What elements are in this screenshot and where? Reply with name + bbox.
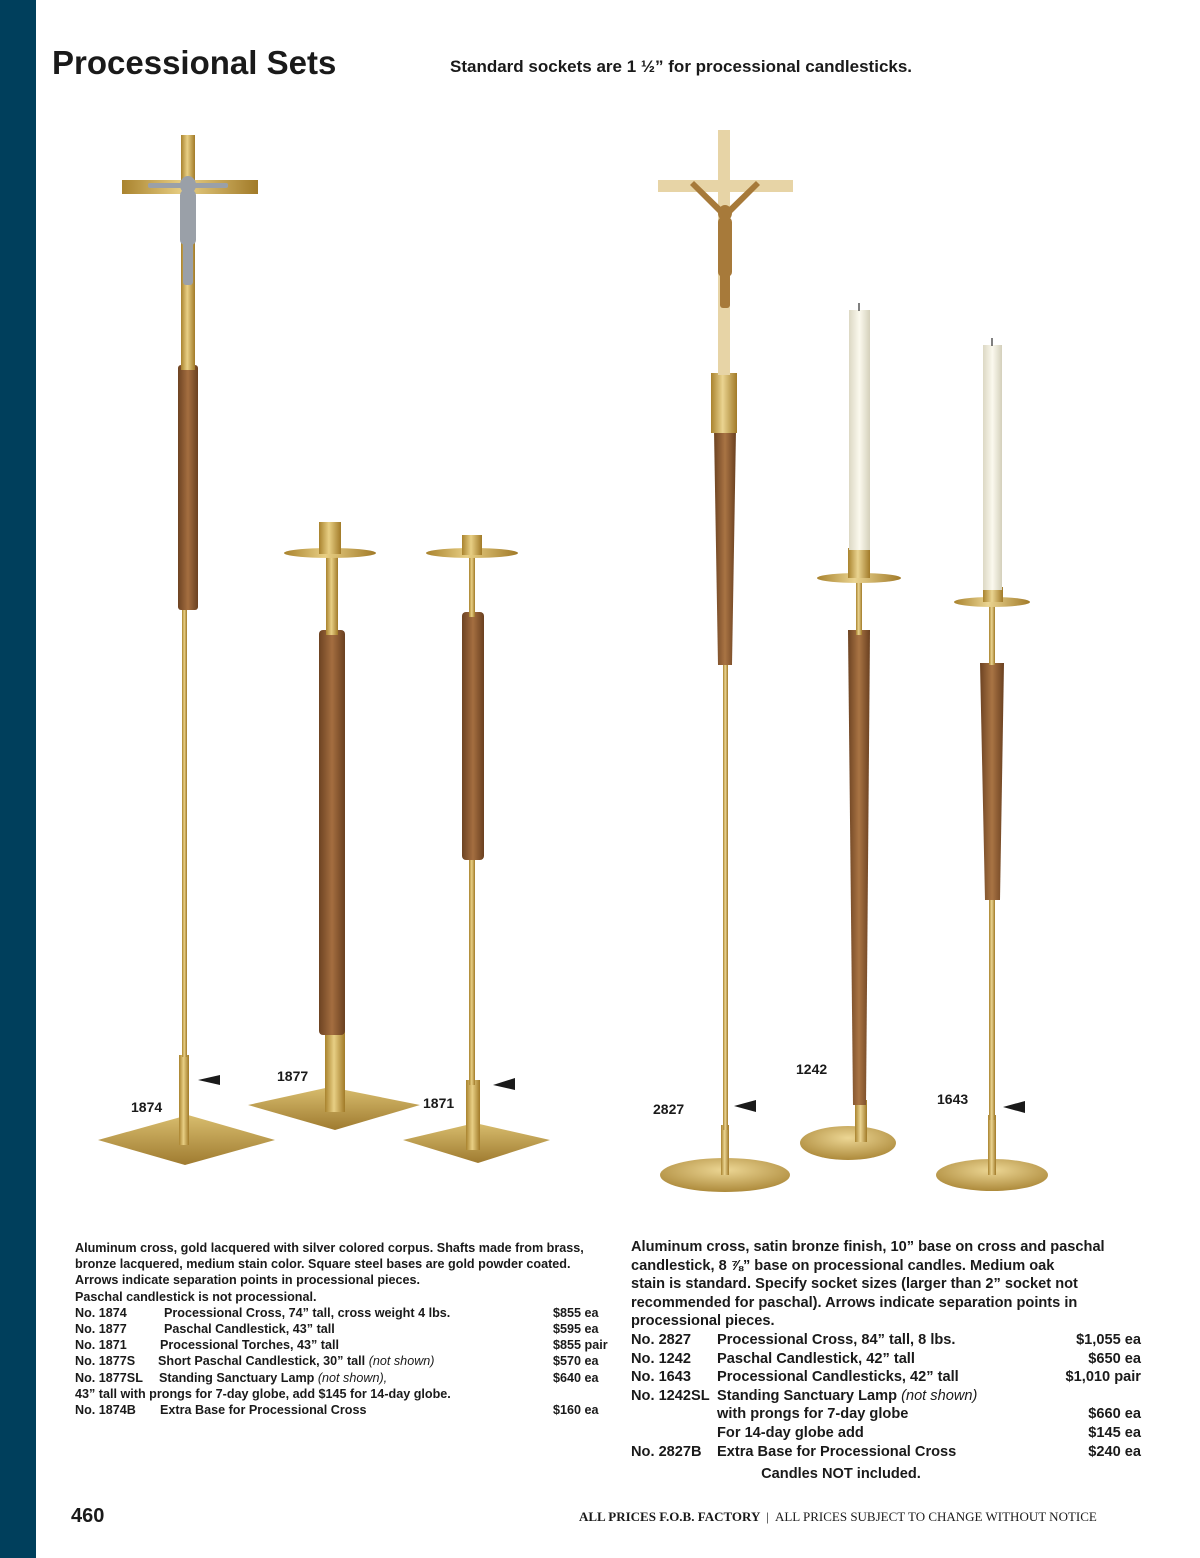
side-color-bar: [0, 0, 36, 1558]
product-row: [75, 1370, 615, 1386]
product-number: No. 1874: [75, 1305, 127, 1320]
product-price: $855 ea: [553, 1305, 599, 1320]
socket-note: Standard sockets are 1 ½” for processional candlesticks.: [450, 57, 913, 76]
product-number: [631, 1424, 717, 1443]
product-price: $1,055 ea: [1076, 1331, 1141, 1348]
page-number: 460: [71, 1505, 105, 1527]
product-price: [1059, 1387, 1141, 1406]
product-label-1874: 1874: [131, 1099, 163, 1115]
intro-line: Aluminum cross, gold lacquered with silver colored corpus. Shafts made from brass,: [75, 1241, 584, 1255]
product-price: $650 ea: [1088, 1350, 1141, 1367]
product-description: Paschal Candlestick, 42” tall: [717, 1350, 915, 1367]
product-number: No. 1877S: [75, 1354, 136, 1369]
product-number: No. 1242: [631, 1350, 692, 1367]
product-description: Extra Base for Processional Cross: [160, 1403, 367, 1418]
lamp-note: 43” tall with prongs for 7-day globe, add $145 for 14-day globe.: [75, 1386, 451, 1401]
product-row: [75, 1353, 615, 1369]
intro-line: processional pieces.: [631, 1313, 775, 1330]
product-description: For 14-day globe add: [717, 1424, 864, 1441]
product-row: [631, 1350, 1141, 1369]
product-description: Processional Cross, 84” tall, 8 lbs.: [717, 1331, 956, 1348]
product-price: $660 ea: [1088, 1406, 1141, 1423]
processional-cross-2827: [658, 130, 793, 1192]
product-row: [631, 1443, 1141, 1462]
footer-notice: [579, 1509, 1097, 1525]
fob-text: ALL PRICES F.O.B. FACTORY: [579, 1509, 761, 1524]
processional-candlestick-1643: [936, 338, 1048, 1191]
product-row: [631, 1405, 1141, 1424]
product-price: $595 ea: [553, 1322, 599, 1337]
product-number: No. 1242SL: [631, 1387, 710, 1404]
product-row: [631, 1368, 1141, 1387]
product-row: [75, 1337, 615, 1353]
not-shown-note: (not shown),: [317, 1370, 388, 1385]
product-photo-left: [90, 125, 570, 1180]
product-label-1242: 1242: [796, 1061, 828, 1077]
product-price: $240 ea: [1088, 1443, 1141, 1460]
separation-arrow-icon: [734, 1100, 756, 1112]
intro-line: stain is standard. Specify socket sizes (larger than 2” socket not: [631, 1276, 1078, 1293]
product-number: [631, 1405, 717, 1424]
product-row: [631, 1424, 1141, 1443]
product-price: $855 pair: [553, 1338, 608, 1353]
intro-line: candlestick, 8 ⅞” base on processional candles. Medium oak: [631, 1257, 1055, 1274]
change-notice-text: ALL PRICES SUBJECT TO CHANGE WITHOUT NOTICE: [774, 1509, 1097, 1524]
candles-note: Candles NOT included.: [761, 1466, 921, 1483]
product-number: No. 1874B: [75, 1403, 136, 1418]
intro-line: bronze lacquered, medium stain color. Square steel bases are gold powder coated.: [75, 1257, 571, 1272]
product-description: Extra Base for Processional Cross: [717, 1443, 957, 1460]
product-number: No. 1871: [75, 1338, 127, 1353]
left-set-description: [75, 1240, 615, 1418]
paschal-candlestick-1242: [800, 303, 901, 1160]
product-description: Standing Sanctuary Lamp (not shown): [717, 1387, 978, 1404]
not-shown-note: (not shown): [368, 1354, 435, 1369]
product-price: $160 ea: [553, 1403, 599, 1418]
product-description: with prongs for 7-day globe: [717, 1406, 909, 1423]
product-number: No. 1877SL: [75, 1370, 143, 1385]
product-label-1643: 1643: [937, 1091, 969, 1107]
processional-torch-1871: [403, 535, 550, 1163]
paschal-candlestick-1877: [248, 522, 420, 1130]
product-label-1871: 1871: [423, 1095, 455, 1111]
separation-arrow-icon: [198, 1075, 220, 1085]
footer-divider: |: [766, 1509, 769, 1524]
separation-arrow-icon: [1003, 1101, 1025, 1113]
product-row: [75, 1305, 615, 1321]
product-price: $570 ea: [553, 1354, 599, 1369]
product-price: $640 ea: [553, 1370, 599, 1385]
intro-line: recommended for paschal). Arrows indicate separation points in: [631, 1294, 1078, 1311]
product-row: [631, 1387, 1141, 1406]
product-number: No. 2827B: [631, 1443, 702, 1460]
page-title: Processional Sets: [52, 44, 337, 81]
intro-line: Aluminum cross, satin bronze finish, 10” base on cross and paschal: [631, 1239, 1105, 1255]
product-price: $1,010 pair: [1065, 1369, 1141, 1386]
product-row: [75, 1402, 615, 1418]
intro-line: Arrows indicate separation points in processional pieces.: [75, 1273, 421, 1288]
product-label-1877: 1877: [277, 1068, 309, 1084]
not-shown-note: (not shown): [901, 1387, 978, 1404]
product-description: Processional Candlesticks, 42” tall: [717, 1369, 959, 1386]
product-description: Processional Cross, 74” tall, cross weight 4 lbs.: [164, 1305, 451, 1320]
product-row: [631, 1331, 1141, 1350]
product-label-2827: 2827: [653, 1101, 685, 1117]
product-photo-right: [650, 125, 1060, 1200]
product-description: Paschal Candlestick, 43” tall: [164, 1322, 335, 1337]
product-price: $145 ea: [1088, 1424, 1141, 1441]
processional-cross-1874: [98, 135, 275, 1165]
product-number: No. 1877: [75, 1322, 127, 1337]
product-description: Standing Sanctuary Lamp (not shown),: [159, 1370, 388, 1385]
product-description: Processional Torches, 43” tall: [160, 1338, 339, 1353]
product-number: No. 1643: [631, 1369, 692, 1386]
product-row: [75, 1321, 615, 1337]
right-set-description: [631, 1238, 1141, 1484]
intro-line: Paschal candlestick is not processional.: [75, 1289, 317, 1304]
separation-arrow-icon: [493, 1078, 515, 1090]
product-number: No. 2827: [631, 1331, 692, 1348]
product-description: Short Paschal Candlestick, 30” tall (not shown): [158, 1354, 435, 1369]
